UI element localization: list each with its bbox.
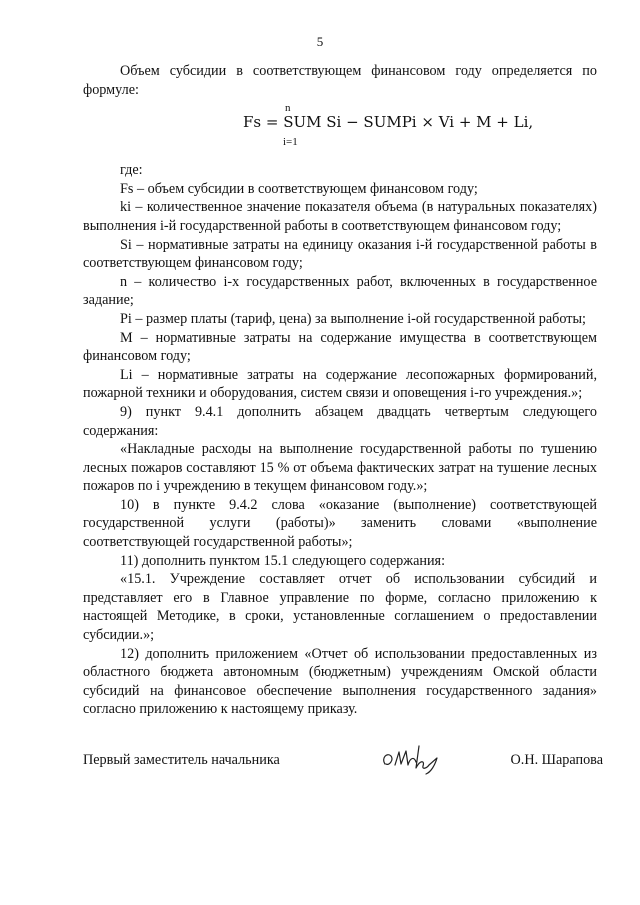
paragraph-item-9: 9) пункт 9.4.1 дополнить абзацем двадцать четвертым следующего содержания: — [83, 403, 597, 439]
paragraph-item-11: 11) дополнить пунктом 15.1 следующего содержания: — [120, 552, 446, 569]
formula — [83, 99, 597, 161]
signatory-title: Первый заместитель начальника — [83, 752, 280, 768]
signatory-name: О.Н. Шарапова — [510, 752, 603, 768]
intro-paragraph: Объем субсидии в соответствующем финансовом году определяется по формуле: — [83, 63, 597, 98]
paragraph-li: Li – нормативные затраты на содержание лесопожарных формирований, пожарной техники и оборудования, систем связи и оповещения i-го учреждения.»; — [83, 366, 597, 402]
paragraph-si: Si – нормативные затраты на единицу оказания i-й государственной работы в соответствующем финансовом году; — [83, 236, 597, 272]
paragraph-clause-15-1: «15.1. Учреждение составляет отчет об использовании субсидий и представляет его в Главное управление по форме, согласно приложению к настоящей Методике, в сроки, установленные соглашением о предоставлении субсидии.»; — [83, 571, 597, 644]
formula-expression: Fs = SUM Si − SUMPi × Vi + M + Li, — [243, 113, 534, 132]
page-number: 5 — [316, 34, 324, 49]
paragraph-m: M – нормативные затраты на содержание имущества в соответствующем финансовом году; — [83, 329, 597, 365]
paragraph-where: где: — [120, 162, 143, 179]
paragraph-pi: Pi – размер платы (тариф, цена) за выполнение i-ой государственной работы; — [120, 310, 586, 327]
paragraph-ki: ki – количественное значение показателя объема (в натуральных показателях) выполнения i-й государственной работы в соответствующем финансовом году; — [83, 199, 597, 234]
formula-lower-limit: i=1 — [283, 136, 298, 149]
document-body — [83, 62, 597, 719]
signature-block — [83, 738, 603, 788]
paragraph-n: n – количество i-х государственных работ, включенных в государственное задание; — [83, 273, 597, 309]
paragraph-fs: Fs – объем субсидии в соответствующем финансовом году; — [120, 180, 478, 197]
paragraph-item-12: 12) дополнить приложением «Отчет об использовании предоставленных из областного бюджета автономным (бюджетным) учреждениям Омской области субсидий на финансовое обеспечение выполнения государственного задания» согласно приложению к настоящему приказу. — [83, 645, 597, 718]
paragraph-overhead: «Накладные расходы на выполнение государственной работы по тушению лесных пожаров составляют 15 % от объема фактических затрат на тушение лесных пожаров по i учреждению в текущем финансовом году.»; — [83, 441, 597, 495]
formula-upper-limit: n — [285, 102, 291, 115]
handwritten-signature-icon — [379, 738, 449, 778]
paragraph-item-10: 10) в пункте 9.4.2 слова «оказание (выполнение) соответствующей государственной услуги (работы)» заменить словами «выполнение соответствующей государственной работы»; — [83, 496, 597, 551]
